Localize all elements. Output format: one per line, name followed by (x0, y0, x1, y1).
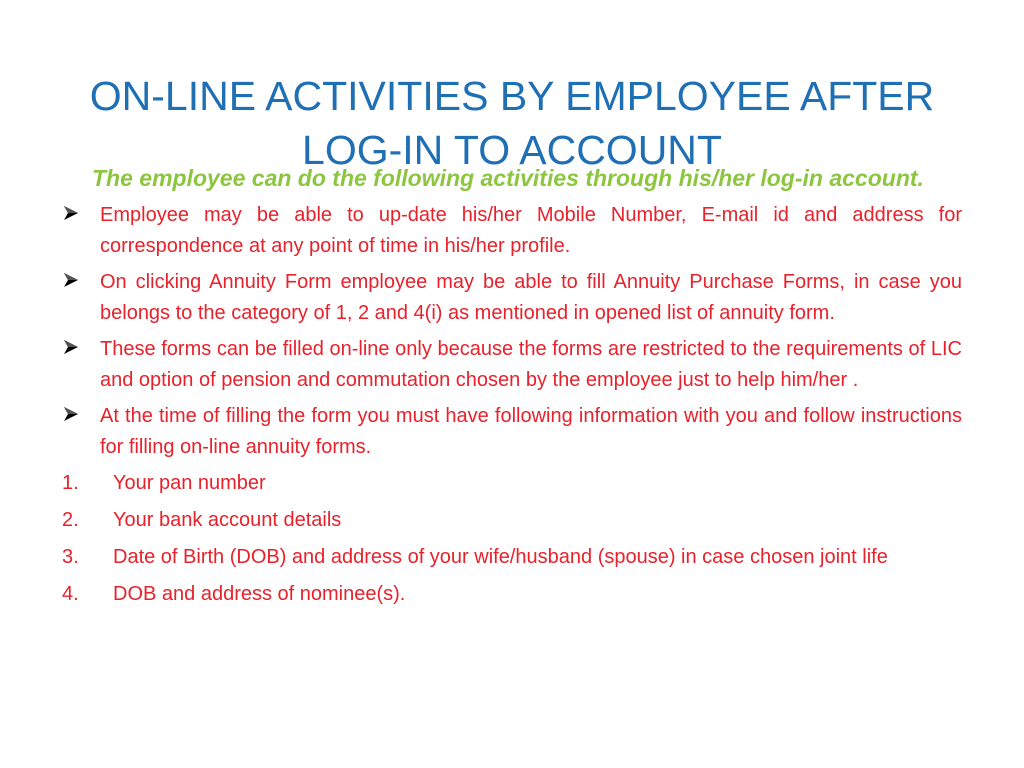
numbered-item (62, 468, 962, 499)
bullet-item (62, 267, 962, 329)
numbered-item (62, 579, 962, 610)
arrowhead-bullet-icon (62, 338, 80, 356)
arrowhead-bullet-icon (62, 405, 80, 423)
slide-content (62, 160, 962, 616)
item-text: Your pan number (113, 472, 266, 494)
item-text: DOB and address of nominee(s). (113, 583, 406, 605)
item-number: 2. (62, 509, 79, 531)
intro-text: The employee can do the following activities through his/her log-in account. (92, 165, 924, 191)
arrowhead-bullet-icon (62, 204, 80, 222)
item-number: 1. (62, 472, 79, 494)
bullet-item (62, 200, 962, 262)
bullet-item (62, 334, 962, 396)
bullet-list (62, 200, 962, 463)
item-number: 4. (62, 583, 79, 605)
numbered-list (62, 468, 962, 610)
numbered-item (62, 542, 962, 573)
item-text: Date of Birth (DOB) and address of your wife/husband (spouse) in case chosen joint life (113, 546, 888, 568)
item-text: Your bank account details (113, 509, 342, 531)
bullet-text: Employee may be able to up-date his/her Mobile Number, E-mail id and address for correspondence at any point of time in his/her profile. (100, 204, 962, 257)
bullet-text: These forms can be filled on-line only because the forms are restricted to the requirements of LIC and option of pension and commutation chosen by the employee just to help him/her . (100, 338, 962, 391)
bullet-text: On clicking Annuity Form employee may be able to fill Annuity Purchase Forms, in case you belongs to the category of 1, 2 and 4(i) as mentioned in opened list of annuity form. (100, 271, 962, 324)
bullet-item (62, 401, 962, 463)
arrowhead-bullet-icon (62, 271, 80, 289)
bullet-text: At the time of filling the form you must have following information with you and follow instructions for filling on-line annuity forms. (100, 405, 962, 458)
slide-title-line-2: LOG-IN TO ACCOUNT (302, 127, 722, 174)
item-number: 3. (62, 546, 79, 568)
slide-title-line-1: ON-LINE ACTIVITIES BY EMPLOYEE AFTER (89, 73, 935, 120)
numbered-item (62, 505, 962, 536)
